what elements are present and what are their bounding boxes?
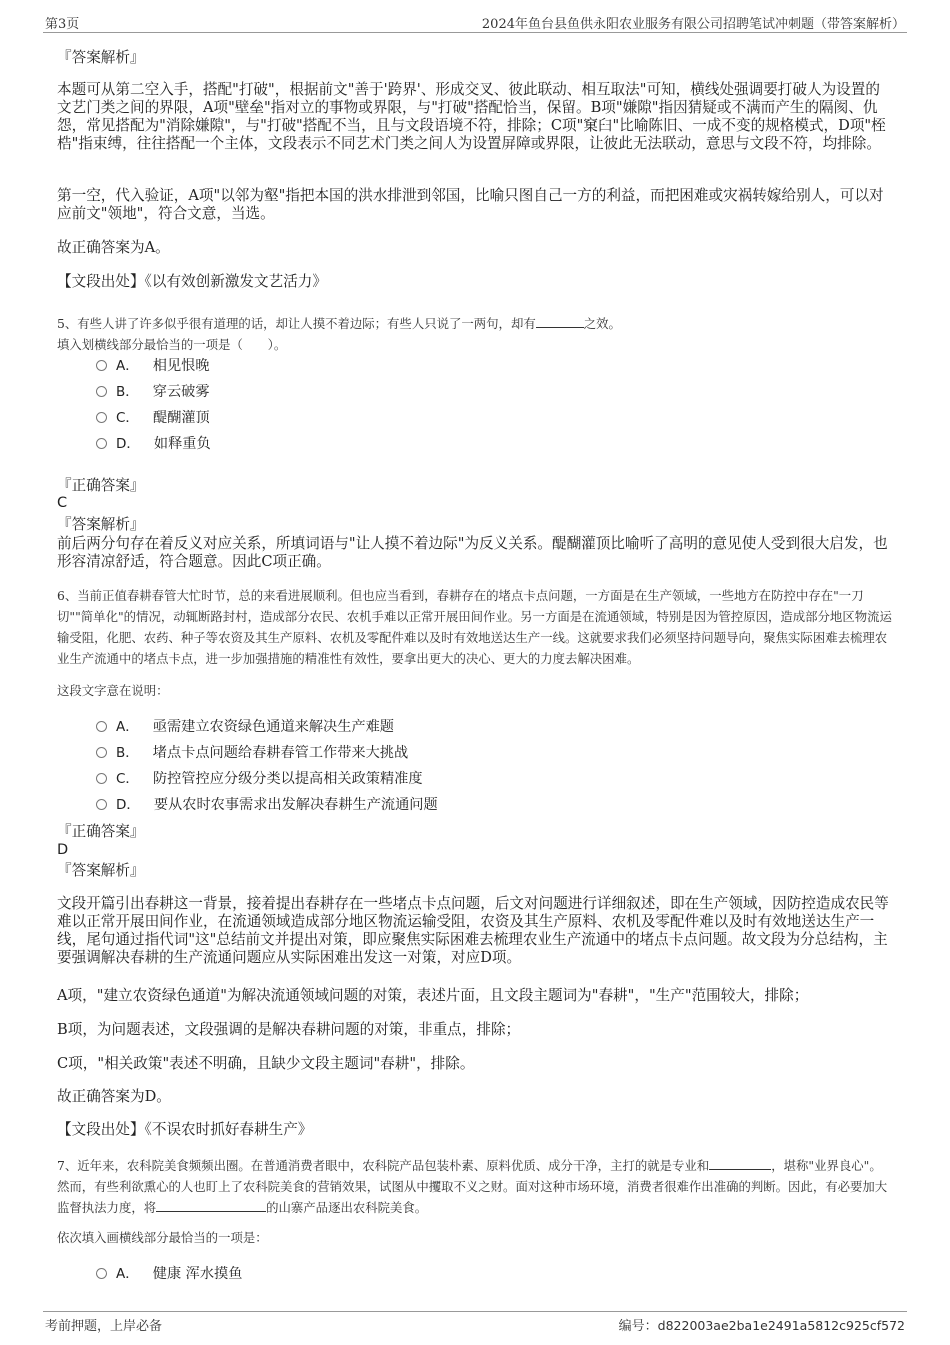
q6-option-c[interactable]: C． 防控管控应分级分类以提高相关政策精准度	[96, 770, 423, 790]
q6-option-b[interactable]: B． 堵点卡点问题给春耕春管工作带来大挑战	[96, 744, 408, 764]
q5-option-c[interactable]: C． 醍醐灌顶	[96, 409, 210, 429]
q6-note-a: A项，"建立农资绿色通道"为解决流通领域问题的对策，表述片面，且文段主题词为"春耕"，"生产"范围较大，排除；	[57, 987, 809, 1004]
q5-answer: C	[57, 495, 68, 511]
q5-option-b[interactable]: B． 穿云破雾	[96, 383, 210, 403]
q6-conclusion: 故正确答案为D。	[57, 1088, 171, 1105]
q4-conclusion: 故正确答案为A。	[57, 239, 170, 256]
q5-option-d[interactable]: D． 如释重负	[96, 435, 211, 455]
q7-prompt: 依次填入画横线部分最恰当的一项是：	[57, 1230, 268, 1245]
radio-button[interactable]	[96, 799, 107, 810]
q4-source: 【文段出处】《以有效创新激发文艺活力》	[57, 273, 327, 290]
q6-analysis: 文段开篇引出春耕这一背景，接着提出春耕存在一些堵点卡点问题，后文对问题进行详细叙述，即在生产领域，因防控造成农民等难以正常开展田间作业，在流通领域造成部分地区物流运输受阻，农资及其生产原料、农机及零配件难以及时有效地送达生产一线，尾句通过指代词"这"总结前文并提出对策，即应聚焦实际困难去梳理农业生产流通中的堵点卡点问题。故文段为分总结构，主要强调解决春耕的生产流通问题应从实际困难出发这一对策，对应D项。	[57, 895, 889, 966]
radio-button[interactable]	[96, 1268, 107, 1279]
q7-blank-2	[156, 1199, 266, 1212]
document-code: 编号：d822003ae2ba1e2491a5812c925cf572	[618, 1318, 905, 1334]
q4-analysis-label: 『答案解析』	[57, 49, 145, 66]
q5-analysis: 前后两分句存在着反义对应关系，所填词语与"让人摸不着边际"为反义关系。醍醐灌顶比喻听了高明的意见使人受到很大启发，也形容清凉舒适，符合题意。因此C项正确。	[57, 535, 888, 570]
q6-answer: D	[57, 842, 69, 858]
q5-analysis-label: 『答案解析』	[57, 516, 145, 533]
q6-option-d[interactable]: D． 要从农时农事需求出发解决春耕生产流通问题	[96, 796, 438, 816]
q4-analysis-paragraph-2: 第一空，代入验证，A项"以邻为壑"指把本国的洪水排泄到邻国，比喻只图自己一方的利益，而把困难或灾祸转嫁给别人，可以对应前文"领地"，符合文意，当选。	[57, 187, 884, 222]
document-title: 2024年鱼台县鱼供永阳农业服务有限公司招聘笔试冲刺题（带答案解析）	[481, 17, 905, 32]
q6-option-a[interactable]: A． 亟需建立农资绿色通道来解决生产难题	[96, 718, 394, 738]
footer-slogan: 考前押题，上岸必备	[45, 1319, 163, 1334]
q4-analysis-paragraph-1: 本题可从第二空入手，搭配"打破"，根据前文"善于'跨界'、形成交叉、彼此联动、相互取法"可知，横线处强调要打破人为设置的文艺门类之间的界限，A项"壁垒"指对立的事物或界限，与"打破"搭配恰当，保留。B项"嫌隙"指因猜疑或不满而产生的隔阂、仇怨，常见搭配为"消除嫌隙"，与"打破"搭配不当，且与文段语境不符，排除；C项"窠臼"比喻陈旧、一成不变的规格模式，D项"桎梏"指束缚，往往搭配一个主体，文段表示不同艺术门类之间人为设置屏障或界限，让彼此无法联动，意思与文段不符，均排除。	[57, 81, 886, 152]
q6-note-c: C项，"相关政策"表述不明确，且缺少文段主题词"春耕"，排除。	[57, 1055, 475, 1072]
page-number: 第3页	[45, 17, 80, 32]
radio-button[interactable]	[96, 386, 107, 397]
q7-stem: 7、近年来，农科院美食频频出圈。在普通消费者眼中，农科院产品包装朴素、原料优质、成分干净，主打的就是专业和 ，堪称"业界良心"。然而，有些利欲熏心的人也盯上了农科院美食的营销效果，试图从中攫取不义之财。面对这种市场环境，消费者很难作出准确的判断。因此，有必要加大监督执法力度，将 的山寨产品逐出农科院美食。	[57, 1158, 888, 1215]
radio-button[interactable]	[96, 721, 107, 732]
q5-answer-label: 『正确答案』	[57, 477, 145, 494]
radio-button[interactable]	[96, 438, 107, 449]
radio-button[interactable]	[96, 773, 107, 784]
q6-prompt: 这段文字意在说明：	[57, 683, 169, 698]
q6-analysis-label: 『答案解析』	[57, 862, 145, 879]
q5-prompt: 填入划横线部分最恰当的一项是（ ）。	[57, 337, 287, 352]
q6-stem: 6、当前正值春耕春管大忙时节，总的来看进展顺利。但也应当看到，春耕存在的堵点卡点问题，一方面是在生产领域，一些地方在防控中存在"一刀切""简单化"的情况，动辄断路封村，造成部分农民、农机手难以正常开展田间作业。另一方面是在流通领域，特别是因为管控原因，造成部分地区物流运输受阻，化肥、农药、种子等农资及其生产原料、农机及零配件难以及时有效地送达生产一线。这就要求我们必须坚持问题导向，聚焦实际困难去梳理农业生产流通中的堵点卡点，进一步加强措施的精准性有效性，要拿出更大的决心、更大的力度去解决困难。	[57, 588, 892, 666]
q5-stem: 5、有些人讲了许多似乎很有道理的话，却让人摸不着边际；有些人只说了一两句，却有 之效。	[57, 316, 621, 331]
q5-blank	[536, 315, 584, 328]
radio-button[interactable]	[96, 747, 107, 758]
radio-button[interactable]	[96, 412, 107, 423]
q7-blank-1	[709, 1157, 771, 1170]
q7-option-a[interactable]: A． 健康 浑水摸鱼	[96, 1265, 242, 1285]
q6-answer-label: 『正确答案』	[57, 823, 145, 840]
page-header	[43, 12, 907, 33]
q5-option-a[interactable]: A． 相见恨晚	[96, 357, 210, 377]
q6-source: 【文段出处】《不误农时抓好春耕生产》	[57, 1121, 313, 1138]
page-footer	[43, 1311, 907, 1334]
q6-note-b: B项，为问题表述，文段强调的是解决春耕问题的对策，非重点，排除；	[57, 1021, 521, 1038]
radio-button[interactable]	[96, 360, 107, 371]
